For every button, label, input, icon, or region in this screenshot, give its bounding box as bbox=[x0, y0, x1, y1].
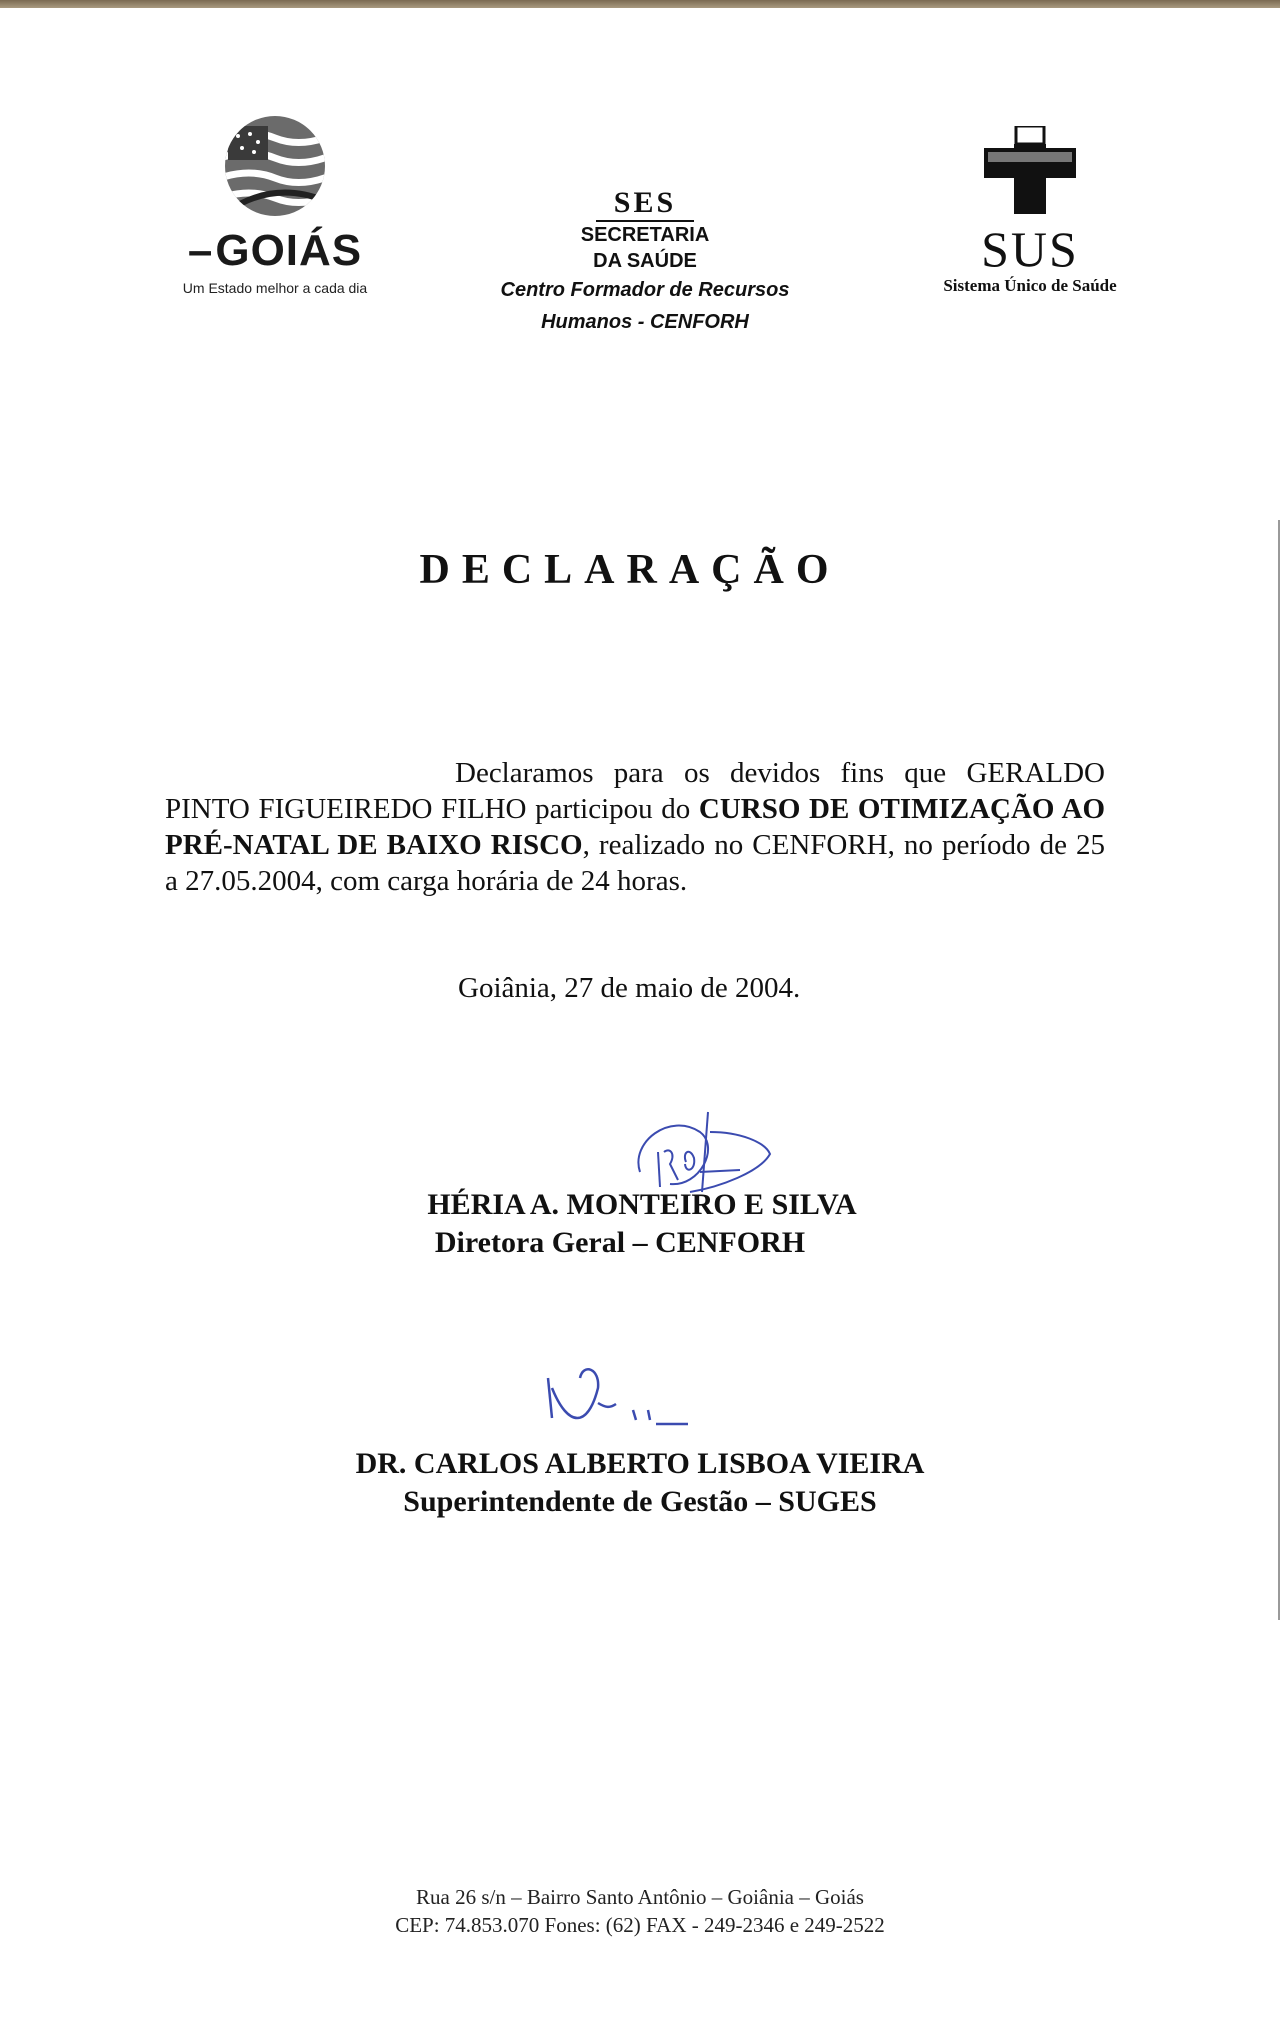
body-course: CURSO DE OTIMIZAÇÃO AO PRÉ-NATAL DE BAIXO RISCO bbox=[165, 793, 1106, 861]
goias-flag-globe-icon bbox=[220, 108, 330, 228]
ses-line-secretaria: SECRETARIA bbox=[580, 224, 710, 246]
body-intro: Declaramos para os devidos fins que GERALDO PINTO FIGUEIREDO FILHO participou do bbox=[165, 757, 1105, 825]
ses-acronym: SES bbox=[596, 186, 694, 222]
sus-cross-icon bbox=[982, 126, 1078, 216]
date-line: Goiânia, 27 de maio de 2004. bbox=[458, 972, 801, 1004]
signature-2-handwriting bbox=[538, 1348, 738, 1453]
declaration-body bbox=[165, 755, 1105, 899]
signatory-1-role: Diretora Geral – CENFORH bbox=[434, 1226, 806, 1259]
scan-top-border bbox=[0, 0, 1280, 8]
sus-acronym: SUS bbox=[981, 221, 1079, 277]
body-rest: , realizado no CENFORH, no período de 25 a 27.05.2004, com carga horária de 24 horas. bbox=[165, 829, 1106, 897]
ses-line-centro: Centro Formador de Recursos bbox=[500, 279, 790, 301]
goias-logo bbox=[140, 108, 410, 328]
sus-logo bbox=[900, 126, 1160, 297]
goias-wordmark: –GOIÁS bbox=[187, 226, 363, 275]
document-title: DECLARAÇÃO bbox=[419, 547, 841, 593]
goias-slogan: Um Estado melhor a cada dia bbox=[182, 280, 368, 296]
footer-contact: CEP: 74.853.070 Fones: (62) FAX - 249-2346 e 249-2522 bbox=[395, 1913, 885, 1937]
ses-line-saude: DA SAÚDE bbox=[593, 250, 697, 272]
ses-logo bbox=[480, 186, 810, 338]
signatory-1-name: HÉRIA A. MONTEIRO E SILVA bbox=[427, 1188, 857, 1221]
sus-subtitle: Sistema Único de Saúde bbox=[943, 276, 1117, 295]
footer bbox=[0, 1883, 1280, 1939]
signatory-2-role: Superintendente de Gestão – SUGES bbox=[403, 1485, 877, 1518]
signature-1 bbox=[0, 1186, 1280, 1262]
signature-2 bbox=[0, 1445, 1280, 1521]
ses-line-humanos: Humanos - CENFORH bbox=[541, 311, 749, 333]
footer-address: Rua 26 s/n – Bairro Santo Antônio – Goiânia – Goiás bbox=[416, 1885, 864, 1909]
signatory-2-name: DR. CARLOS ALBERTO LISBOA VIEIRA bbox=[355, 1447, 925, 1480]
